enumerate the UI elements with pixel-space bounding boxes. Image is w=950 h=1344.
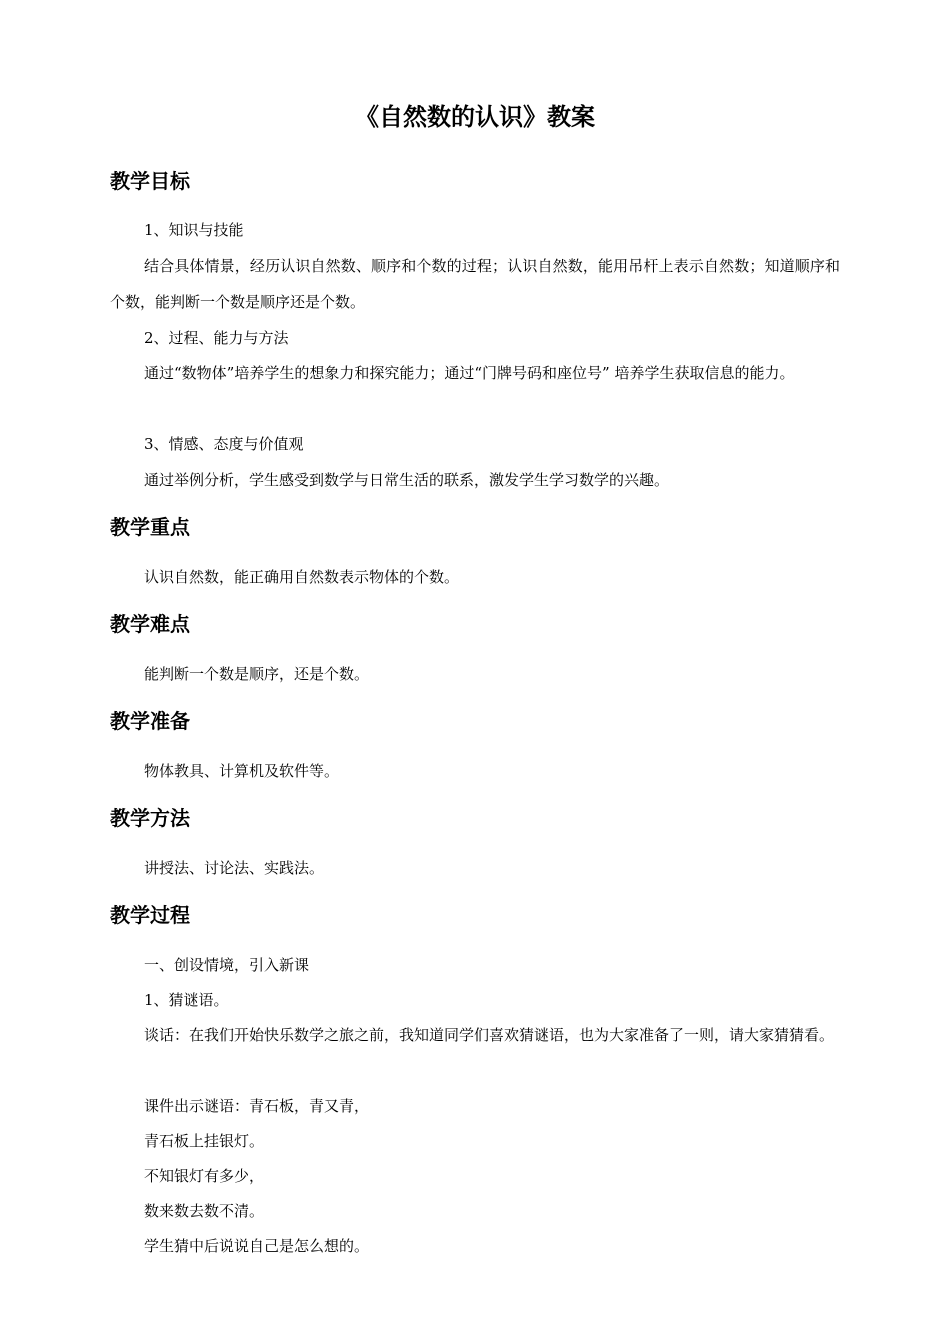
process-item-7: 数来数去数不清。 — [144, 1202, 265, 1220]
heading-difficulties: 教学难点 — [110, 612, 190, 636]
goals-item-5: 3、情感、态度与价值观 — [144, 435, 304, 453]
process-item-5: 青石板上挂银灯。 — [144, 1132, 265, 1150]
goals-item-6: 通过举例分析，学生感受到数学与日常生活的联系，激发学生学习数学的兴趣。 — [144, 471, 670, 489]
goals-item-1: 1、知识与技能 — [144, 221, 244, 239]
goals-item-2: 结合具体情景，经历认识自然数、顺序和个数的过程；认识自然数，能用吊杆上表示自然数；知道顺序和个数，能判断一个数是顺序还是个数。 — [110, 257, 840, 311]
difficulties-text: 能判断一个数是顺序，还是个数。 — [144, 665, 370, 683]
preparation-text: 物体教具、计算机及软件等。 — [144, 762, 340, 780]
heading-goals: 教学目标 — [110, 169, 190, 193]
goals-item-3: 2、过程、能力与方法 — [144, 329, 289, 347]
methods-text: 讲授法、讨论法、实践法。 — [144, 859, 325, 877]
page-title: 《自然数的认识》教案 — [355, 103, 595, 131]
heading-preparation: 教学准备 — [110, 709, 190, 733]
process-item-4: 课件出示谜语：青石板，青又青， — [144, 1097, 370, 1115]
goals-item-4: 通过“数物体”培养学生的想象力和探究能力；通过“门牌号码和座位号” 培养学生获取信息的能力。 — [144, 364, 795, 382]
process-item-1: 一、创设情境，引入新课 — [144, 956, 310, 974]
heading-methods: 教学方法 — [110, 806, 190, 830]
process-item-3: 谈话：在我们开始快乐数学之旅之前，我知道同学们喜欢猜谜语，也为大家准备了一则，请大家猜猜看。 — [144, 1026, 835, 1044]
heading-key-points: 教学重点 — [110, 515, 190, 539]
process-item-2: 1、猜谜语。 — [144, 991, 229, 1009]
key-points-text: 认识自然数，能正确用自然数表示物体的个数。 — [144, 568, 460, 586]
process-item-8: 学生猜中后说说自己是怎么想的。 — [144, 1237, 370, 1255]
heading-process: 教学过程 — [110, 903, 190, 927]
process-item-6: 不知银灯有多少， — [144, 1167, 265, 1185]
